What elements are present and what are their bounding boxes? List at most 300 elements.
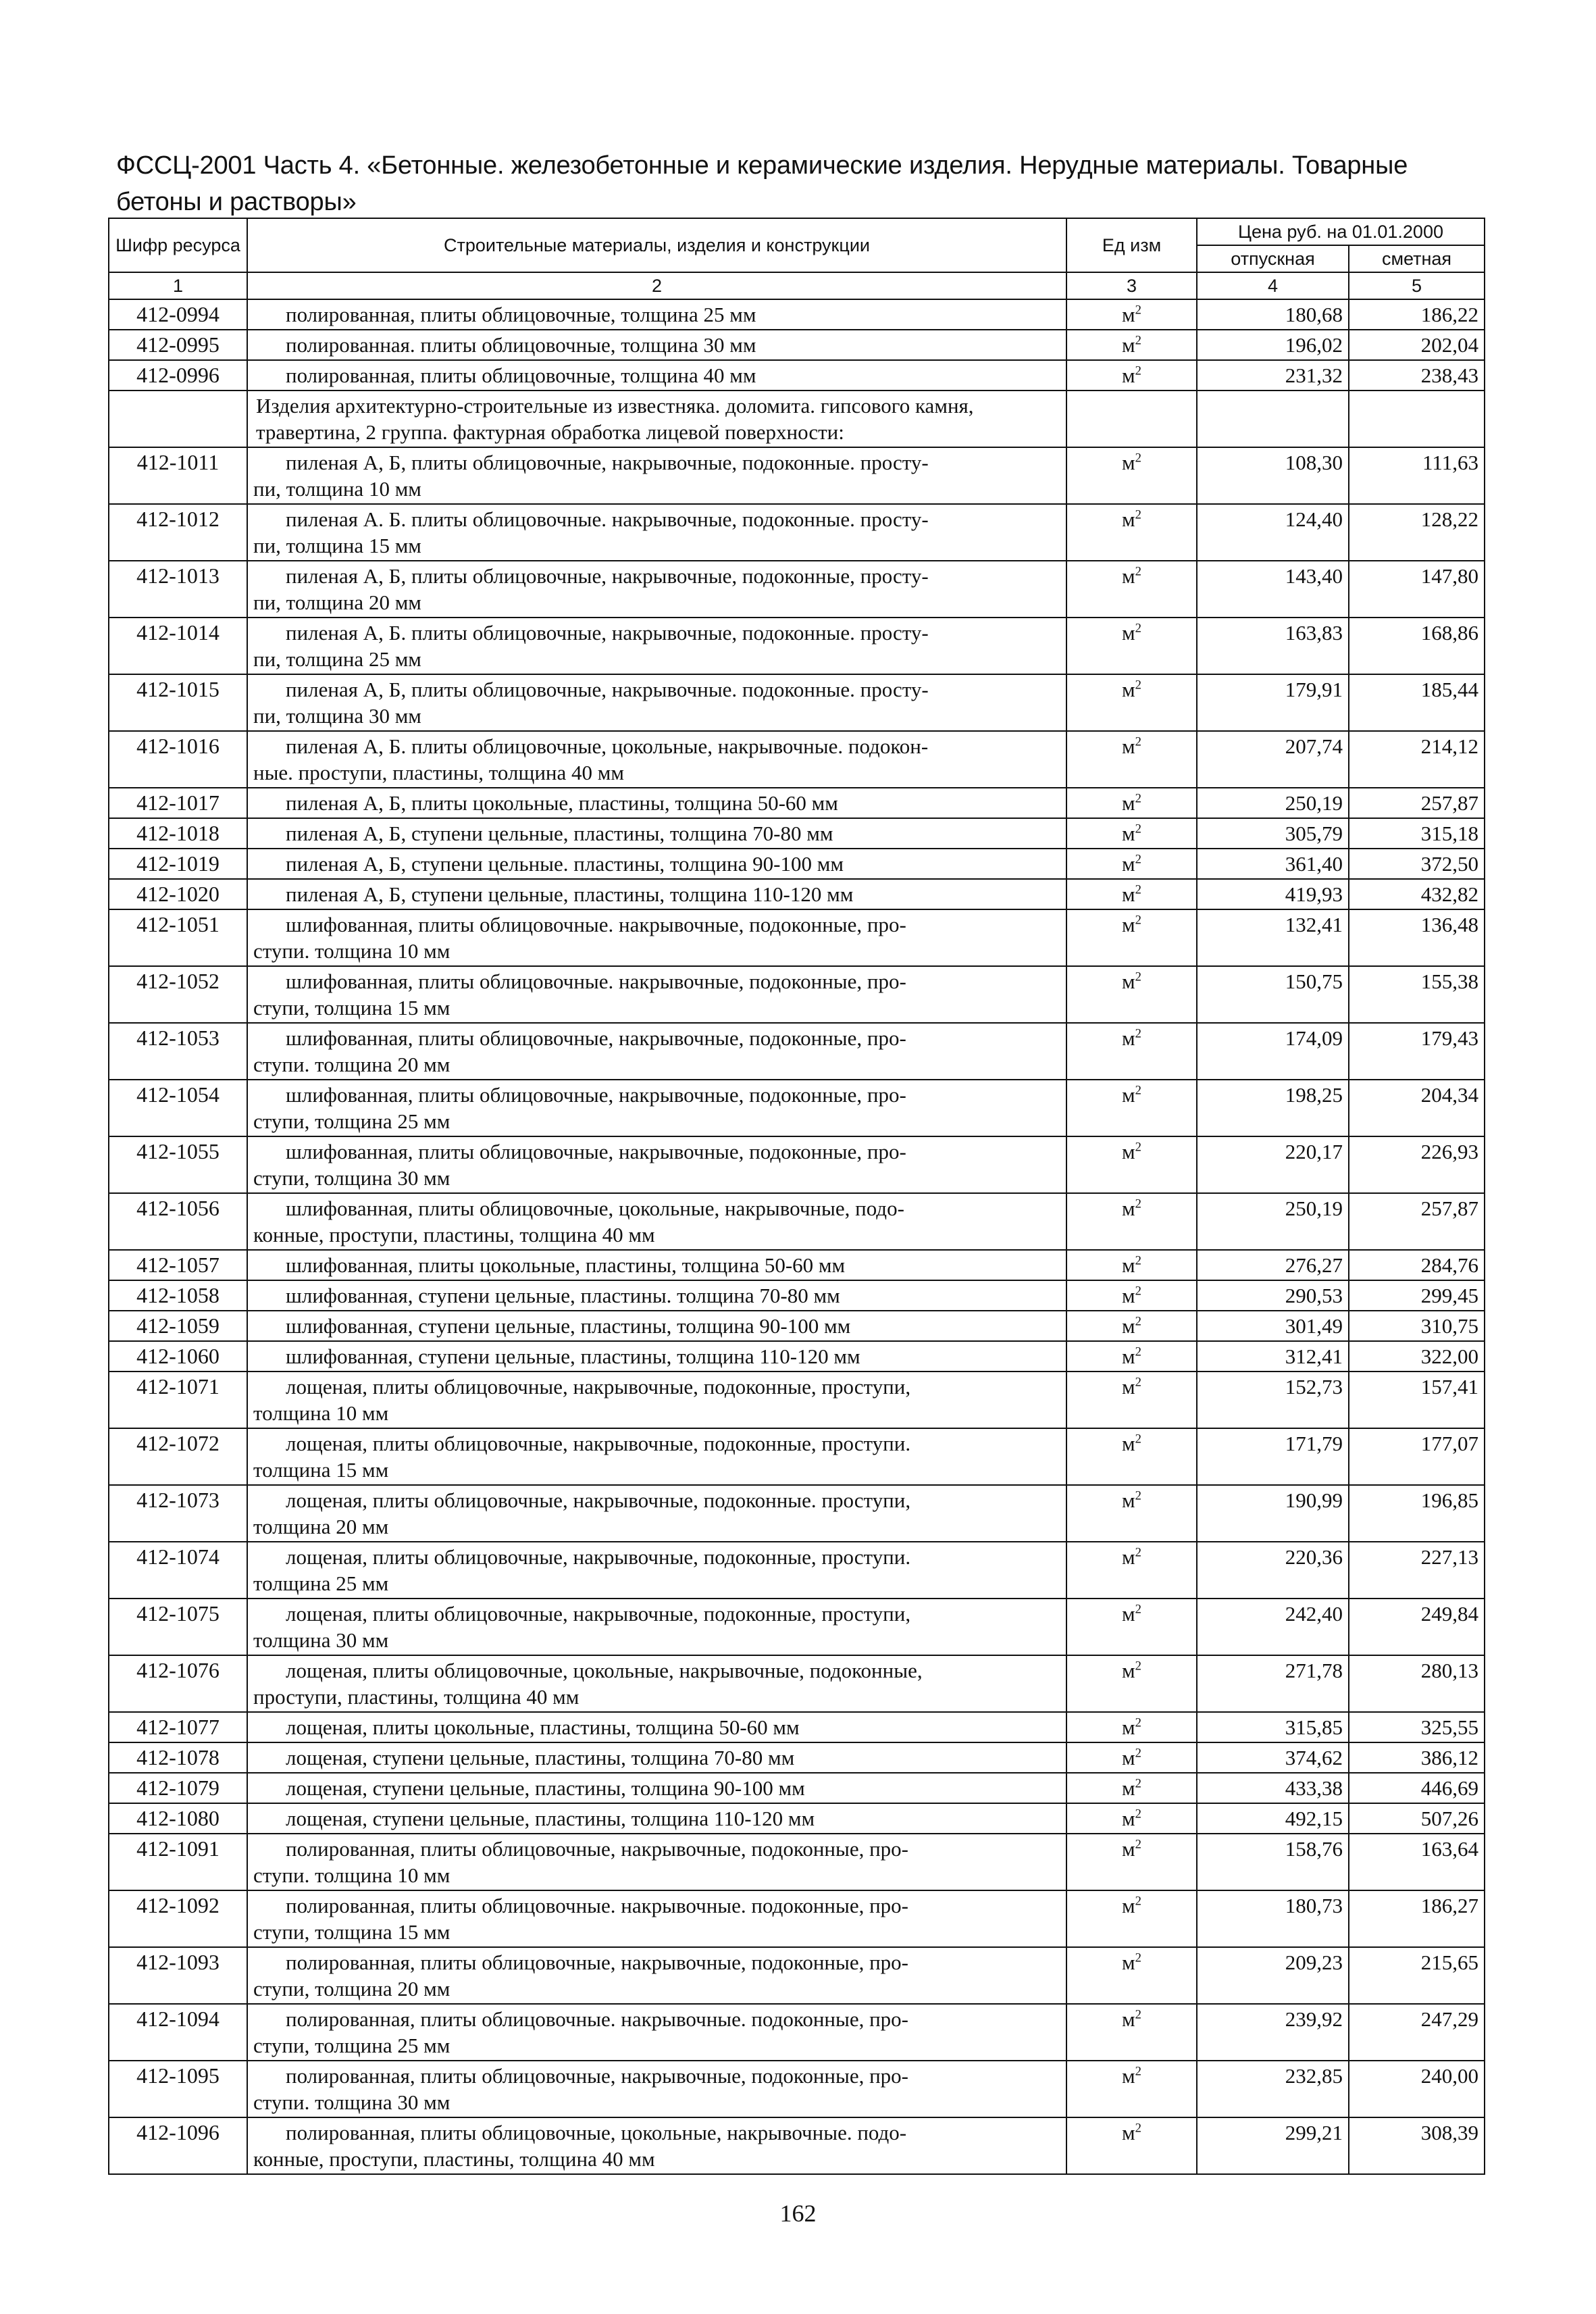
price-estimate: 215,65: [1349, 1947, 1485, 2004]
unit-text: м: [1122, 822, 1135, 845]
price-estimate: 226,93: [1349, 1136, 1485, 1193]
description-line-2: пи, толщина 30 мм: [253, 704, 421, 728]
table-row: [109, 1250, 1485, 1280]
description-line-2: проступи, пластины, толщина 40 мм: [253, 1685, 580, 1709]
unit-of-measure: [1066, 1372, 1197, 1428]
resource-code: 412-1020: [109, 879, 247, 909]
price-release: 108,30: [1197, 447, 1349, 504]
unit-of-measure: [1066, 1023, 1197, 1080]
table-row: [109, 731, 1485, 788]
table-row: [109, 909, 1485, 966]
unit-exponent: 2: [1135, 882, 1141, 897]
unit-exponent: 2: [1135, 1284, 1141, 1299]
unit-text: м: [1122, 882, 1135, 906]
table-row: [109, 1655, 1485, 1712]
price-release: 158,76: [1197, 1834, 1349, 1890]
price-estimate: 238,43: [1349, 360, 1485, 391]
resource-code: 412-1080: [109, 1803, 247, 1834]
description-line-1: пиленая А, Б, плиты цокольные, пластины, толщина 50-60 мм: [286, 791, 838, 815]
resource-code: 412-1019: [109, 849, 247, 879]
description-line-1: шлифованная, плиты облицовочные. накрывочные, подоконные, про-: [286, 913, 906, 936]
price-release: 180,68: [1197, 299, 1349, 330]
description-line-1: пиленая А, Б, ступени цельные, пластины, толщина 110-120 мм: [286, 882, 854, 906]
description-line-1: лощеная, плиты облицовочные, цокольные, накрывочные, подоконные,: [286, 1659, 923, 1682]
description-line-2: толщина 15 мм: [253, 1458, 389, 1482]
resource-code: 412-1095: [109, 2061, 247, 2117]
material-description: [247, 1947, 1066, 2004]
description-line-1: полированная, плиты облицовочные. накрывочные. подоконные, про-: [286, 2007, 909, 2031]
material-description: [247, 299, 1066, 330]
header-index-row: [109, 272, 1485, 299]
description-line-2: ступи, толщина 15 мм: [253, 996, 451, 1020]
unit-of-measure: [1066, 1947, 1197, 2004]
unit-of-measure: [1066, 879, 1197, 909]
price-estimate: 299,45: [1349, 1280, 1485, 1311]
resource-code: 412-1017: [109, 788, 247, 818]
description-line-1: пиленая А. Б. плиты облицовочные. накрывочные, подоконные. просту-: [286, 507, 929, 531]
unit-of-measure: [1066, 2004, 1197, 2061]
resource-code: 412-1016: [109, 731, 247, 788]
price-estimate: 128,22: [1349, 504, 1485, 561]
description-line-2: пи, толщина 10 мм: [253, 477, 421, 501]
price-release: 207,74: [1197, 731, 1349, 788]
resource-code: 412-1096: [109, 2117, 247, 2174]
unit-text: м: [1122, 1602, 1135, 1626]
description-line-2: толщина 20 мм: [253, 1515, 389, 1538]
description-line-1: лощеная, плиты цокольные, пластины, толщина 50-60 мм: [286, 1715, 800, 1739]
header-unit: Ед изм: [1066, 218, 1197, 272]
price-release: 174,09: [1197, 1023, 1349, 1080]
table-row: [109, 1485, 1485, 1542]
unit-exponent: 2: [1135, 1488, 1141, 1503]
table-row: [109, 1280, 1485, 1311]
unit-of-measure: [1066, 561, 1197, 618]
price-release: 171,79: [1197, 1428, 1349, 1485]
unit-exponent: 2: [1135, 1659, 1141, 1674]
resource-code: 412-1075: [109, 1599, 247, 1655]
material-description: [247, 1428, 1066, 1485]
unit-text: м: [1122, 852, 1135, 876]
unit-text: м: [1122, 1807, 1135, 1830]
price-estimate: 315,18: [1349, 818, 1485, 849]
resource-code: 412-1011: [109, 447, 247, 504]
price-release: 150,75: [1197, 966, 1349, 1023]
material-description: [247, 1712, 1066, 1742]
unit-exponent: 2: [1135, 1837, 1141, 1852]
table-row: [109, 1834, 1485, 1890]
material-description: [247, 1599, 1066, 1655]
resource-code: 412-1073: [109, 1485, 247, 1542]
description-line-1: пиленая А, Б, плиты облицовочные, накрывочные, подоконные. просту-: [286, 451, 929, 474]
price-estimate: 308,39: [1349, 2117, 1485, 2174]
material-description: [247, 1080, 1066, 1136]
material-description: [247, 2117, 1066, 2174]
price-estimate: 155,38: [1349, 966, 1485, 1023]
resource-code: 412-1053: [109, 1023, 247, 1080]
price-estimate: 186,27: [1349, 1890, 1485, 1947]
table-row: [109, 1023, 1485, 1080]
unit-text: м: [1122, 451, 1135, 474]
price-estimate: 186,22: [1349, 299, 1485, 330]
price-release: 196,02: [1197, 330, 1349, 360]
price-release: 299,21: [1197, 2117, 1349, 2174]
description-line-1: пиленая А, Б. плиты облицовочные, цокольные, накрывочные. подокон-: [286, 734, 929, 758]
unit-text: м: [1122, 1432, 1135, 1455]
price-release: 312,41: [1197, 1341, 1349, 1372]
price-estimate: 136,48: [1349, 909, 1485, 966]
table-row: [109, 299, 1485, 330]
unit-exponent: 2: [1135, 1140, 1141, 1155]
col-index-4: 4: [1197, 272, 1349, 299]
price-estimate: 257,87: [1349, 1193, 1485, 1250]
price-release: 290,53: [1197, 1280, 1349, 1311]
unit-text: м: [1122, 1314, 1135, 1338]
price-estimate: 446,69: [1349, 1773, 1485, 1803]
price-estimate: 157,41: [1349, 1372, 1485, 1428]
table-row: [109, 788, 1485, 818]
table-row: [109, 1947, 1485, 2004]
unit-text: м: [1122, 621, 1135, 645]
price-estimate: 185,44: [1349, 674, 1485, 731]
description-line-1: пиленая А, Б, ступени цельные, пластины, толщина 70-80 мм: [286, 822, 833, 845]
description-line-2: ступи, толщина 15 мм: [253, 1920, 451, 1944]
unit-exponent: 2: [1135, 1253, 1141, 1268]
unit-exponent: 2: [1135, 1026, 1141, 1041]
description-line-1: полированная, плиты облицовочные, толщина 25 мм: [286, 303, 756, 326]
unit-text: м: [1122, 363, 1135, 387]
unit-of-measure: [1066, 849, 1197, 879]
unit-of-measure: [1066, 1655, 1197, 1712]
price-estimate: 432,82: [1349, 879, 1485, 909]
material-description: [247, 360, 1066, 391]
unit-of-measure: [1066, 1428, 1197, 1485]
table-row: [109, 1803, 1485, 1834]
table-row: [109, 1428, 1485, 1485]
unit-text: м: [1122, 913, 1135, 936]
table-row: [109, 674, 1485, 731]
price-table: [108, 218, 1485, 2175]
price-estimate: 111,63: [1349, 447, 1485, 504]
header-price-estimate: сметная: [1349, 245, 1485, 272]
table-row: [109, 966, 1485, 1023]
resource-code: 412-0995: [109, 330, 247, 360]
material-description: [247, 1485, 1066, 1542]
unit-exponent: 2: [1135, 363, 1141, 378]
description-line-1: полированная, плиты облицовочные, накрывочные, подоконные, про-: [286, 1951, 909, 1974]
unit-of-measure: [1066, 1712, 1197, 1742]
material-description: [247, 1023, 1066, 1080]
unit-of-measure: [1066, 1485, 1197, 1542]
unit-text: м: [1122, 1715, 1135, 1739]
unit-text: м: [1122, 678, 1135, 701]
description-line-1: шлифованная, ступени цельные, пластины, толщина 110-120 мм: [286, 1344, 860, 1368]
description-line-2: конные, проступи, пластины, толщина 40 мм: [253, 1223, 655, 1247]
resource-code: 412-1060: [109, 1341, 247, 1372]
header-row-1: [109, 218, 1485, 245]
header-price-group: Цена руб. на 01.01.2000: [1197, 218, 1485, 245]
unit-of-measure: [1066, 1341, 1197, 1372]
unit-of-measure: [1066, 447, 1197, 504]
description-line-1: шлифованная, ступени цельные, пластины, толщина 90-100 мм: [286, 1314, 851, 1338]
price-release: 198,25: [1197, 1080, 1349, 1136]
unit-of-measure: [1066, 391, 1197, 447]
resource-code: 412-1077: [109, 1712, 247, 1742]
resource-code: 412-1055: [109, 1136, 247, 1193]
unit-of-measure: [1066, 2117, 1197, 2174]
material-description: [247, 1834, 1066, 1890]
description-line-2: толщина 25 мм: [253, 1571, 389, 1595]
resource-code: 412-1074: [109, 1542, 247, 1599]
resource-code: 412-1071: [109, 1372, 247, 1428]
resource-code: 412-1091: [109, 1834, 247, 1890]
page-title: ФССЦ-2001 Часть 4. «Бетонные. железобетонные и керамические изделия. Нерудные материалы. Товарные бетоны и растворы»: [116, 151, 1408, 216]
description-line-1: пиленая А, Б, плиты облицовочные, накрывочные. подоконные. просту-: [286, 678, 929, 701]
unit-of-measure: [1066, 1773, 1197, 1803]
resource-code: 412-0996: [109, 360, 247, 391]
unit-exponent: 2: [1135, 1602, 1141, 1617]
unit-of-measure: [1066, 618, 1197, 674]
unit-text: м: [1122, 970, 1135, 993]
unit-exponent: 2: [1135, 564, 1141, 579]
unit-text: м: [1122, 1488, 1135, 1512]
material-description: [247, 909, 1066, 966]
resource-code: 412-1054: [109, 1080, 247, 1136]
material-description: [247, 330, 1066, 360]
price-estimate: 322,00: [1349, 1341, 1485, 1372]
resource-code: 412-1056: [109, 1193, 247, 1250]
unit-text: м: [1122, 1776, 1135, 1800]
table-row: [109, 1311, 1485, 1341]
price-estimate: 310,75: [1349, 1311, 1485, 1341]
material-description: [247, 1193, 1066, 1250]
unit-exponent: 2: [1135, 333, 1141, 348]
price-release: 361,40: [1197, 849, 1349, 879]
price-release: 220,17: [1197, 1136, 1349, 1193]
col-index-3: 3: [1066, 272, 1197, 299]
price-estimate: 247,29: [1349, 2004, 1485, 2061]
price-release: 143,40: [1197, 561, 1349, 618]
resource-code: 412-1078: [109, 1742, 247, 1773]
price-estimate: 280,13: [1349, 1655, 1485, 1712]
description-line-1: полированная, плиты облицовочные. накрывочные. подоконные, про-: [286, 1894, 909, 1917]
material-description: [247, 447, 1066, 504]
table-row: [109, 618, 1485, 674]
price-estimate: 249,84: [1349, 1599, 1485, 1655]
unit-text: м: [1122, 1375, 1135, 1399]
material-description: [247, 1542, 1066, 1599]
description-line-2: ступи, толщина 20 мм: [253, 1977, 451, 2001]
resource-code: 412-1092: [109, 1890, 247, 1947]
material-description: [247, 966, 1066, 1023]
table-row: [109, 561, 1485, 618]
price-release: 220,36: [1197, 1542, 1349, 1599]
description-line-2: пи, толщина 20 мм: [253, 590, 421, 614]
resource-code: 412-1059: [109, 1311, 247, 1341]
description-line-1: шлифованная, плиты облицовочные, накрывочные, подоконные, про-: [286, 1026, 906, 1050]
unit-text: м: [1122, 333, 1135, 357]
description-line-1: лощеная, плиты облицовочные, накрывочные, подоконные, проступи,: [286, 1375, 911, 1399]
material-description: [247, 1803, 1066, 1834]
price-release: 190,99: [1197, 1485, 1349, 1542]
material-description: [247, 504, 1066, 561]
material-description: [247, 1372, 1066, 1428]
unit-text: м: [1122, 1140, 1135, 1163]
description-line-1: пиленая А, Б, ступени цельные. пластины, толщина 90-100 мм: [286, 852, 844, 876]
unit-of-measure: [1066, 2061, 1197, 2117]
unit-text: м: [1122, 1837, 1135, 1861]
table-row: [109, 447, 1485, 504]
unit-exponent: 2: [1135, 1894, 1141, 1909]
unit-of-measure: [1066, 504, 1197, 561]
unit-exponent: 2: [1135, 791, 1141, 806]
price-estimate: 147,80: [1349, 561, 1485, 618]
table-row: [109, 2061, 1485, 2117]
table-row: [109, 2117, 1485, 2174]
header-price-release: отпускная: [1197, 245, 1349, 272]
description-line-1: лощеная, ступени цельные, пластины, толщина 90-100 мм: [286, 1776, 805, 1800]
description-line-2: ные. проступи, пластины, толщина 40 мм: [253, 761, 624, 784]
price-estimate: 179,43: [1349, 1023, 1485, 1080]
header-code: Шифр ресурса: [109, 218, 247, 272]
unit-of-measure: [1066, 966, 1197, 1023]
unit-of-measure: [1066, 674, 1197, 731]
group-heading-row: [109, 391, 1485, 447]
unit-exponent: 2: [1135, 1197, 1141, 1211]
price-estimate: 240,00: [1349, 2061, 1485, 2117]
price-release: 242,40: [1197, 1599, 1349, 1655]
price-release: 419,93: [1197, 879, 1349, 909]
unit-exponent: 2: [1135, 2007, 1141, 2022]
price-release: 276,27: [1197, 1250, 1349, 1280]
description-line-1: лощеная, плиты облицовочные, накрывочные, подоконные, проступи,: [286, 1602, 911, 1626]
unit-of-measure: [1066, 1250, 1197, 1280]
description-line-1: лощеная, ступени цельные, пластины, толщина 70-80 мм: [286, 1746, 795, 1769]
description-line-1: полированная. плиты облицовочные, толщина 30 мм: [286, 333, 756, 357]
resource-code: 412-1076: [109, 1655, 247, 1712]
table-row: [109, 1542, 1485, 1599]
unit-exponent: 2: [1135, 2121, 1141, 2136]
material-description: [247, 1655, 1066, 1712]
description-line-2: пи, толщина 15 мм: [253, 534, 421, 557]
unit-exponent: 2: [1135, 1715, 1141, 1730]
table-row: [109, 1341, 1485, 1372]
unit-of-measure: [1066, 1599, 1197, 1655]
unit-text: м: [1122, 734, 1135, 758]
price-release: 305,79: [1197, 818, 1349, 849]
description-line-1: лощеная, плиты облицовочные, накрывочные, подоконные. проступи,: [286, 1488, 911, 1512]
price-release: 124,40: [1197, 504, 1349, 561]
unit-text: м: [1122, 2064, 1135, 2088]
unit-exponent: 2: [1135, 852, 1141, 867]
group-heading: Изделия архитектурно-строительные из известняка. доломита. гипсового камня, травертина, 2 группа. фактурная обработка лицевой поверхности:: [247, 391, 1066, 447]
description-line-1: полированная, плиты облицовочные, толщина 40 мм: [286, 363, 756, 387]
price-release: 374,62: [1197, 1742, 1349, 1773]
description-line-1: пиленая А, Б, плиты облицовочные, накрывочные, подоконные, просту-: [286, 564, 929, 588]
price-release: 250,19: [1197, 788, 1349, 818]
table-row: [109, 879, 1485, 909]
material-description: [247, 2061, 1066, 2117]
price-estimate: 325,55: [1349, 1712, 1485, 1742]
unit-exponent: 2: [1135, 1951, 1141, 1965]
unit-exponent: 2: [1135, 678, 1141, 693]
material-description: [247, 849, 1066, 879]
resource-code: 412-1018: [109, 818, 247, 849]
unit-exponent: 2: [1135, 2064, 1141, 2079]
unit-of-measure: [1066, 1890, 1197, 1947]
description-line-1: шлифованная, плиты облицовочные. накрывочные, подоконные, про-: [286, 970, 906, 993]
description-line-1: шлифованная, ступени цельные, пластины. толщина 70-80 мм: [286, 1284, 840, 1307]
price-estimate: 177,07: [1349, 1428, 1485, 1485]
material-description: [247, 2004, 1066, 2061]
resource-code: 412-0994: [109, 299, 247, 330]
table-row: [109, 1773, 1485, 1803]
unit-text: м: [1122, 1026, 1135, 1050]
unit-of-measure: [1066, 1803, 1197, 1834]
unit-exponent: 2: [1135, 734, 1141, 749]
unit-exponent: 2: [1135, 1375, 1141, 1390]
unit-exponent: 2: [1135, 1344, 1141, 1359]
unit-text: м: [1122, 507, 1135, 531]
unit-exponent: 2: [1135, 1807, 1141, 1821]
resource-code: 412-1014: [109, 618, 247, 674]
table-row: [109, 849, 1485, 879]
description-line-2: толщина 30 мм: [253, 1628, 389, 1652]
unit-text: м: [1122, 1659, 1135, 1682]
price-release: 231,32: [1197, 360, 1349, 391]
material-description: [247, 618, 1066, 674]
unit-of-measure: [1066, 1136, 1197, 1193]
material-description: [247, 674, 1066, 731]
unit-exponent: 2: [1135, 303, 1141, 318]
price-estimate: 257,87: [1349, 788, 1485, 818]
price-release: 271,78: [1197, 1655, 1349, 1712]
table-row: [109, 1712, 1485, 1742]
table-row: [109, 1372, 1485, 1428]
price-release: 179,91: [1197, 674, 1349, 731]
unit-of-measure: [1066, 1542, 1197, 1599]
table-row: [109, 1599, 1485, 1655]
page-number: 162: [779, 2200, 817, 2227]
unit-text: м: [1122, 2007, 1135, 2031]
material-description: [247, 561, 1066, 618]
unit-text: м: [1122, 1746, 1135, 1769]
price-estimate: 163,64: [1349, 1834, 1485, 1890]
material-description: [247, 879, 1066, 909]
material-description: [247, 1890, 1066, 1947]
table-row: [109, 330, 1485, 360]
unit-exponent: 2: [1135, 1314, 1141, 1329]
description-line-2: ступи, толщина 30 мм: [253, 1166, 451, 1190]
table-row: [109, 1890, 1485, 1947]
unit-of-measure: [1066, 788, 1197, 818]
price-release: 250,19: [1197, 1193, 1349, 1250]
table-body: [109, 299, 1485, 2174]
unit-of-measure: [1066, 731, 1197, 788]
unit-text: м: [1122, 1253, 1135, 1277]
unit-of-measure: [1066, 1311, 1197, 1341]
unit-exponent: 2: [1135, 970, 1141, 984]
material-description: [247, 1773, 1066, 1803]
material-description: [247, 1280, 1066, 1311]
description-line-1: лощеная, плиты облицовочные, накрывочные, подоконные, проступи.: [286, 1545, 911, 1569]
resource-code: 412-1015: [109, 674, 247, 731]
resource-code: 412-1058: [109, 1280, 247, 1311]
unit-exponent: 2: [1135, 1083, 1141, 1098]
unit-exponent: 2: [1135, 1746, 1141, 1761]
table-row: [109, 2004, 1485, 2061]
unit-text: м: [1122, 564, 1135, 588]
table-row: [109, 504, 1485, 561]
